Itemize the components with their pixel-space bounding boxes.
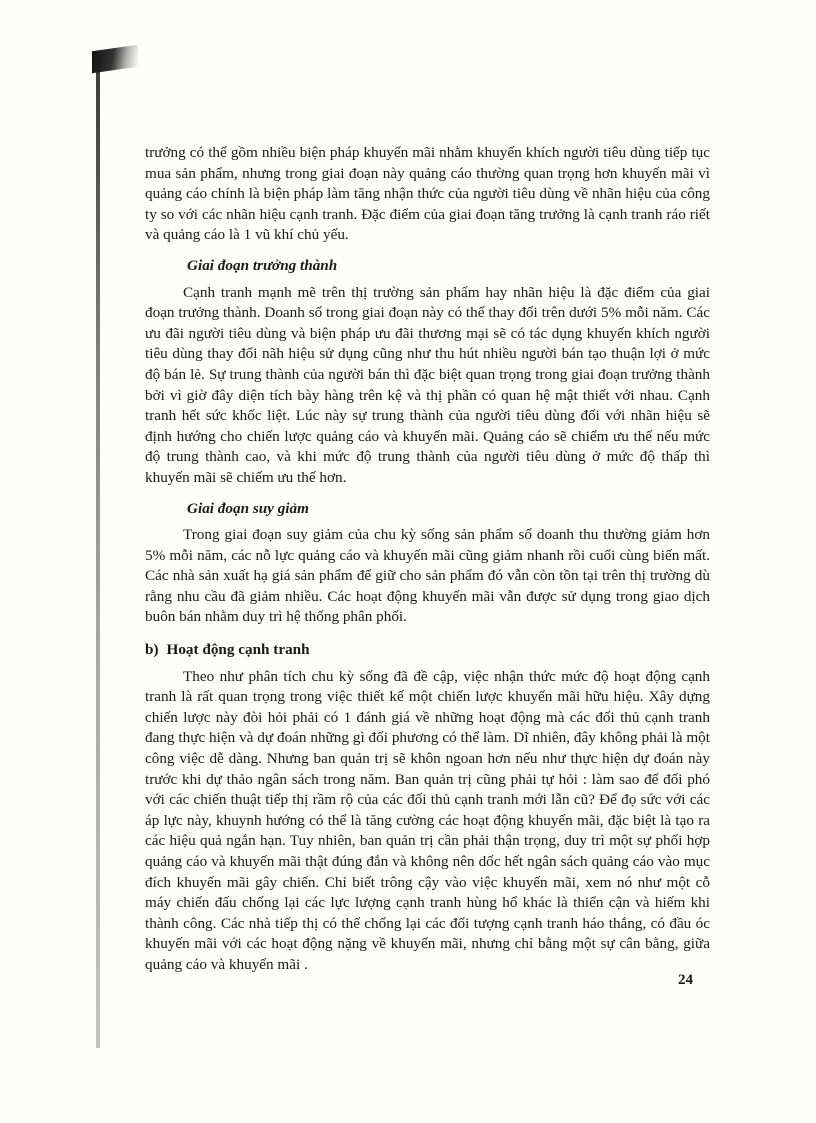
heading-maturity-stage: Giai đoạn trưởng thành xyxy=(187,256,338,274)
scan-binding-edge xyxy=(96,58,100,1048)
section-heading-competition xyxy=(145,640,710,661)
paragraph-growth-stage: trưởng có thể gồm nhiều biện pháp khuyến mãi nhằm khuyến khích người tiêu dùng tiếp tục mua sản phẩm, nhưng trong giai đoạn này quảng cáo thường quan trọng hơn khuyến mãi vì quảng cáo chính là biện pháp làm tăng nhận thức của người tiêu dùng về nhãn hiệu của công ty so với các nhãn hiệu cạnh tranh. Đặc điểm của giai đoạn tăng trưởng là cạnh tranh ráo riết và quảng cáo là 1 vũ khí chủ yếu. xyxy=(145,144,710,244)
section-number: b) xyxy=(145,641,159,659)
paragraph-competition: Theo như phân tích chu kỳ sống đã đề cập, việc nhận thức mức độ hoạt động cạnh tranh là rất quan trọng trong việc thiết kế một chiến lược khuyến mãi hữu hiệu. Xây dựng chiến lược này đòi hỏi phải có 1 đánh giá về những hoạt động mà các đối thủ cạnh tranh đang thực hiện và dự đoán những gì đối phương có thể làm. Dĩ nhiên, đây không phải là một công việc dễ dàng. Nhưng ban quản trị sẽ khôn ngoan hơn nếu như thực hiện dự đoán này trước khi dự thảo ngân sách trong năm. Ban quản trị cũng phải tự hỏi : làm sao để đối phó với các chiến thuật tiếp thị rầm rộ của các đối thủ cạnh tranh mới lẫn cũ? Để đọ sức với các áp lực này, khuynh hướng có thể là tăng cường các hoạt động khuyến mãi, đặc biệt là tạo ra các hiệu quả ngắn hạn. Tuy nhiên, ban quản trị cần phải thận trọng, duy trì một sự phối hợp quảng cáo và khuyến mãi thật đúng đắn và không nên dốc hết ngân sách quảng cáo vào mục đích khuyến mãi gây chiến. Chỉ biết trông cậy vào việc khuyến mãi, xem nó như một cỗ máy chiến đấu chống lại các lực lượng cạnh tranh hùng hổ khác là thiển cận và hiếm khi thành công. Các nhà tiếp thị có thể chống lại các đối tượng cạnh tranh háo thắng, có đầu óc khuyến mãi với các hoạt động nặng về khuyến mãi, nhưng chỉ bằng một sự cân bằng, giữa quảng cáo và khuyến mãi . xyxy=(145,667,710,973)
heading-decline-stage: Giai đoạn suy giảm xyxy=(187,499,309,517)
paragraph-decline-stage: Trong giai đoạn suy giảm của chu kỳ sống sản phẩm số doanh thu thường giảm hơn 5% mỗi năm, các nỗ lực quảng cáo và khuyến mãi cũng giảm nhanh rồi cuối cùng biến mất. Các nhà sản xuất hạ giá sản phẩm để giữ cho sản phẩm đó vẫn còn tồn tại trên thị trường dù rằng nhu cầu đã giảm nhiều. Các hoạt động khuyến mãi vẫn được sử dụng trong giao dịch buôn bán nhằm duy trì hệ thống phân phối. xyxy=(145,526,710,626)
paragraph-maturity-stage: Cạnh tranh mạnh mẽ trên thị trường sản phẩm hay nhãn hiệu là đặc điểm của giai đoạn trưởng thành. Doanh số trong giai đoạn này có thể thay đổi trên dưới 5% mỗi năm. Các ưu đãi người tiêu dùng và biện pháp ưu đãi thương mại sẽ có tác dụng khuyến khích người tiêu dùng thay đổi nãh hiệu sử dụng cũng như thu hút nhiều người bán tạo thuận lợi ở mức độ bán lẻ. Sự trung thành của người bán thì đặc biệt quan trọng trong giai đoạn trưởng thành bởi vì giờ đây diện tích bày hàng trên kệ và thị phần có quan hệ mật thiết với nhau. Cạnh tranh hết sức khốc liệt. Lúc này sự trung thành của người tiêu dùng đối với nhãn hiệu sẽ định hướng cho chiến lược quảng cáo và khuyến mãi. Quảng cáo sẽ chiếm ưu thế nếu mức độ trung thành cao, và khi mức độ trung thành của người tiêu dùng ở mức độ thấp thì khuyến mãi sẽ chiếm ưu thế hơn. xyxy=(145,283,710,486)
document-body xyxy=(145,143,710,976)
section-title: Hoạt động cạnh tranh xyxy=(166,641,310,659)
page-number: 24 xyxy=(678,972,693,988)
